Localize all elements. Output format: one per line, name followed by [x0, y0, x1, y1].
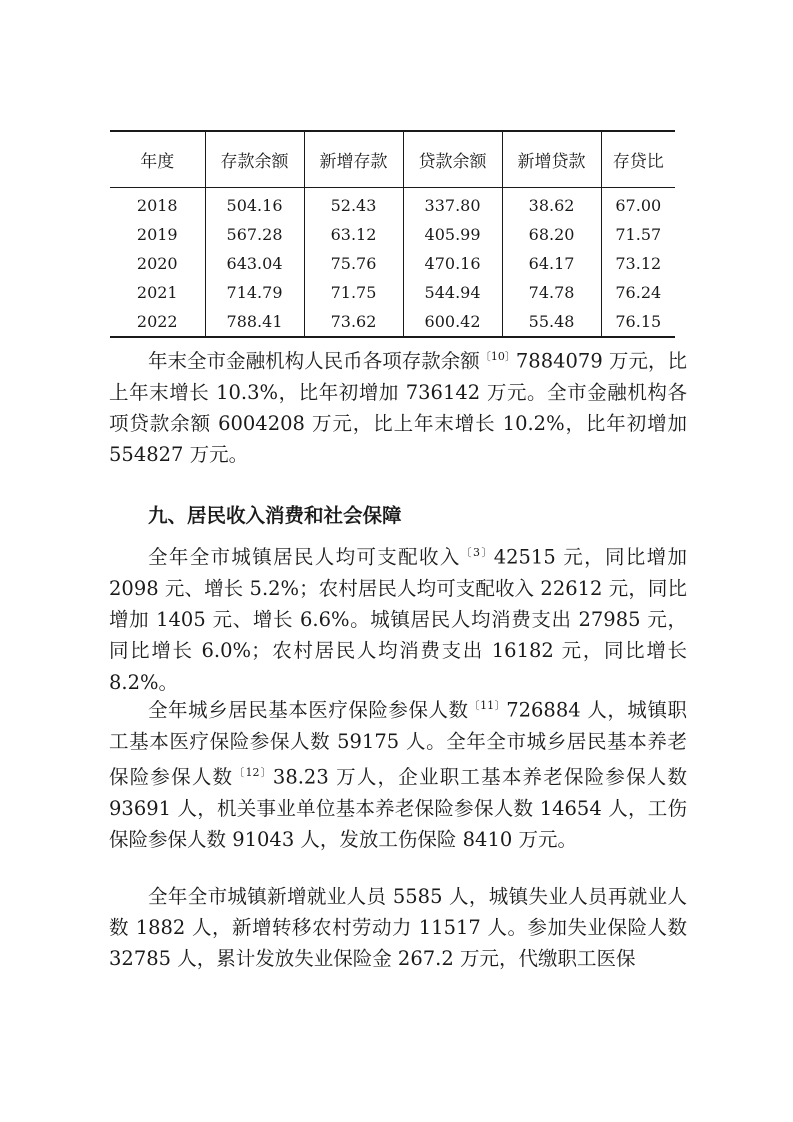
- table-cell: 64.17: [502, 249, 601, 278]
- finance-table: [110, 130, 675, 338]
- table-cell: 470.16: [403, 249, 502, 278]
- footnote-ref: 〔12〕: [233, 766, 273, 780]
- table-cell: 73.62: [304, 307, 403, 337]
- table-cell: 76.15: [601, 307, 675, 337]
- footnote-ref: 〔11〕: [468, 699, 507, 712]
- paragraph-text: 全年城乡居民基本医疗保险参保人数: [148, 698, 469, 722]
- table-row: [110, 220, 675, 249]
- table-cell: 643.04: [205, 249, 304, 278]
- paragraph-social-insurance: [109, 690, 687, 855]
- table-cell: 714.79: [205, 278, 304, 307]
- paragraph-text: 38.23 万人，企业职工基本养老保险参保人数 93691 人，机关事业单位基本养老保险参保人数 14654 人，工伤保险参保人数 91043 人，发放工伤保险 8410 万元。: [109, 765, 687, 852]
- paragraph-deposits-loans: [109, 341, 687, 471]
- column-header: 新增贷款: [502, 131, 601, 188]
- paragraph-text: 7884079 万元，比上年末增长 10.3%，比年初增加 736142 万元。全市金融机构各项贷款余额 6004208 万元，比上年末增长 10.2%，比年初增加 554827 万元。: [109, 349, 687, 467]
- table-cell: 337.80: [403, 188, 502, 221]
- table-cell: 71.75: [304, 278, 403, 307]
- table-cell: 405.99: [403, 220, 502, 249]
- paragraph-text: 年末全市金融机构人民币各项存款余额: [148, 349, 480, 373]
- table-cell: 74.78: [502, 278, 601, 307]
- table-cell: 55.48: [502, 307, 601, 337]
- footnote-ref: 〔10〕: [479, 350, 516, 363]
- paragraph-text: 全年全市城镇居民人均可支配收入: [148, 545, 461, 569]
- table-cell: 68.20: [502, 220, 601, 249]
- table-cell: 38.62: [502, 188, 601, 221]
- paragraph-text: 726884 人，城镇职工基本医疗保险参保人数 59175 人。全年全市城乡居民基本养老保险参保人数: [109, 698, 688, 789]
- table-row: [110, 249, 675, 278]
- table-cell: 73.12: [601, 249, 675, 278]
- column-header: 新增存款: [304, 131, 403, 188]
- section-heading: 九、居民收入消费和社会保障: [148, 504, 402, 527]
- paragraph-income-consumption: [109, 537, 687, 698]
- column-header: 年度: [110, 131, 205, 188]
- table-cell: 71.57: [601, 220, 675, 249]
- column-header: 存贷比: [601, 131, 675, 188]
- table-row: [110, 278, 675, 307]
- table-cell: 2020: [136, 254, 178, 273]
- table-cell: 2019: [136, 225, 178, 244]
- table-cell: 52.43: [304, 188, 403, 221]
- table-row: [110, 188, 675, 221]
- column-header: 存款余额: [205, 131, 304, 188]
- table-row: [110, 307, 675, 337]
- table-cell: 67.00: [601, 188, 675, 221]
- table-cell: 76.24: [601, 278, 675, 307]
- table-cell: 788.41: [205, 307, 304, 337]
- table-cell: 544.94: [403, 278, 502, 307]
- table-header-row: [110, 131, 675, 188]
- paragraph-text: 42515 元，同比增加 2098 元、增长 5.2%；农村居民人均可支配收入 22612 元，同比增加 1405 元、增长 6.6%。城镇居民人均消费支出 27985 元，同比增长 6.0%；农村居民人均消费支出 16182 元，同比增长 8.2%。: [109, 545, 687, 694]
- paragraph-employment: 全年全市城镇新增就业人员 5585 人，城镇失业人员再就业人数 1882 人，新增转移农村劳动力 11517 人。参加失业保险人数 32785 人，累计发放失业保险金 267.2 万元，代缴职工医保: [109, 885, 687, 971]
- table-cell: 600.42: [403, 307, 502, 337]
- table-cell: 567.28: [205, 220, 304, 249]
- footnote-ref: 〔3〕: [460, 546, 494, 559]
- table-cell: 63.12: [304, 220, 403, 249]
- table-cell: 2022: [110, 307, 205, 337]
- table-cell: 2018: [136, 196, 178, 215]
- table-cell: 504.16: [205, 188, 304, 221]
- table-cell: 2021: [136, 283, 178, 302]
- column-header: 贷款余额: [403, 131, 502, 188]
- table-cell: 75.76: [304, 249, 403, 278]
